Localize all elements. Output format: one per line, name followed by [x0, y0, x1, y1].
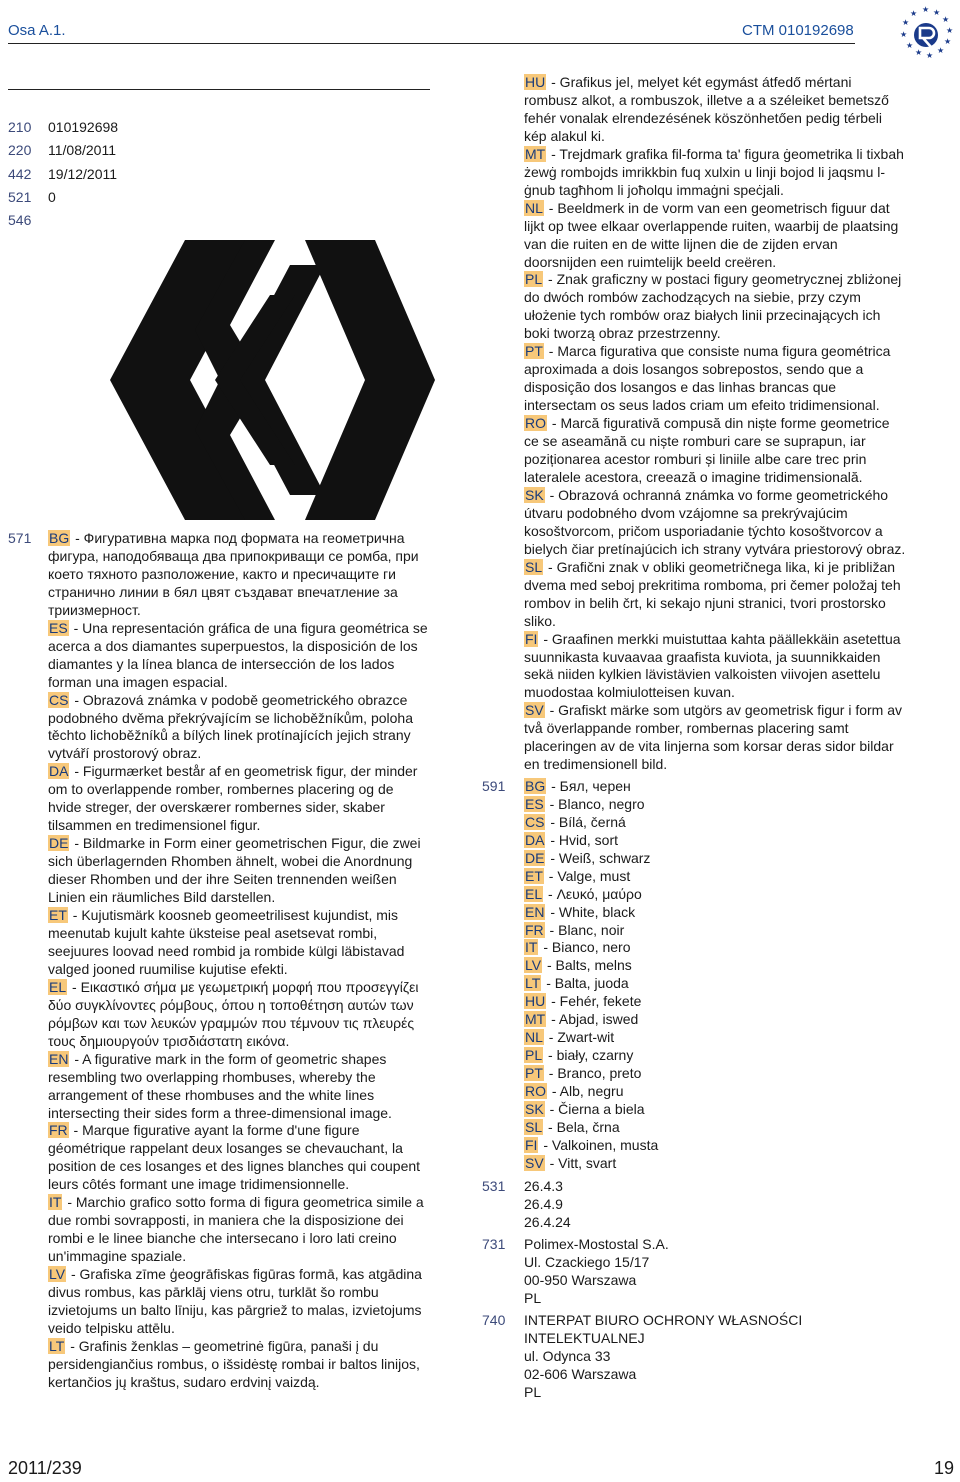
colour-entry	[524, 1137, 658, 1155]
language-tag: MT	[525, 1011, 546, 1028]
description-text: - Graafinen merkki muistuttaa kahta päällekkäin asetettua suunnikasta kuvaavaa graafista kuviota, ja suunnikkaiden sekä niiden kylkien lävistävien valkoisten viivojen asettelu muodostaa kolmiulotteisen kuvan.	[524, 630, 901, 701]
header-right: CTM 010192698	[742, 22, 854, 39]
description-entry	[524, 559, 908, 631]
description-entry	[524, 487, 908, 559]
meta-value: 11/08/2011	[48, 142, 116, 159]
language-tag: LV	[49, 1266, 66, 1283]
colour-entry	[524, 1011, 658, 1029]
code-classification: 531	[482, 1178, 506, 1194]
description-entry	[524, 631, 908, 703]
description-left-column	[48, 530, 430, 1392]
description-text: - Marchio grafico sotto forma di figura geometrica simile a due rombi sovrapposti, in maniera che la disposizione dei rombi e le linee bianche che intersecano i loro lati creino un'immagine spaziale.	[48, 1194, 424, 1265]
language-tag: SK	[525, 1100, 544, 1117]
description-text: - Grafiskt märke som utgörs av geometrisk figur i form av två överlappande romber, rombernas placering samt placeringen av de vita linjerna som korsar deras sidor bildar en tredimensionell bild.	[524, 702, 903, 773]
representative-line: ul. Odynca 33	[524, 1347, 611, 1364]
svg-text:★: ★	[946, 26, 954, 35]
description-entry	[48, 979, 430, 1051]
meta-row	[8, 186, 118, 209]
description-text: - Bildmarke in Form einer geometrischen Figur, die zwei sich überlagernden Rhomben ähnelt, wobei die Anordnung dieser Rhomben und der ihre Seiten trennenden weißen Linien ein räumliches Bild darstellen.	[48, 835, 421, 906]
language-tag: ET	[525, 867, 543, 884]
description-entry	[524, 702, 908, 774]
description-text: - Znak graficzny w postaci figury geometrycznej zbliżonej do dwóch rombów zachodzących na siebie, przy czym ułożenie tych rombów oraz białych linii przecinających ich boki tworzą obraz przestrzenny.	[524, 271, 902, 342]
language-tag: ES	[49, 619, 68, 636]
language-tag: DA	[49, 763, 69, 780]
description-entry	[524, 415, 908, 487]
language-tag: SL	[525, 1118, 543, 1135]
colour-text: - Balta, juoda	[542, 975, 629, 992]
language-tag: EL	[525, 885, 543, 902]
colour-entry	[524, 868, 658, 886]
overlapping-rhombus-trademark-icon	[90, 240, 450, 520]
colour-text: - Balts, melns	[543, 957, 632, 974]
meta-value: 0	[48, 188, 56, 205]
colour-text: - Bianco, nero	[539, 939, 631, 956]
description-text: - Marca figurativa que consiste numa figura geométrica aproximada a dois losangos sobrepostos, sendo que a disposição dos losangos e das linhas brancas que intersectam os seus lados criam um efeito tridimensional.	[524, 343, 891, 414]
section-rule	[8, 89, 430, 90]
language-tag: PT	[525, 1065, 543, 1081]
colour-entry	[524, 1065, 658, 1083]
description-text: - Obrazová známka v podobě geometrického obrazce podobného dvěma překrývajícím se lichoběžníkům, poloha těchto lichoběžníků a bílých linek protínajících jejich strany vytváří prostorový obraz.	[48, 691, 413, 762]
colour-entry	[524, 1083, 658, 1101]
colour-entry	[524, 939, 658, 957]
svg-text:★: ★	[944, 37, 952, 46]
classification-block	[524, 1178, 571, 1232]
language-tag: HU	[525, 993, 546, 1010]
svg-text:★: ★	[926, 51, 934, 60]
colour-entry	[524, 922, 658, 940]
colour-text: - Blanc, noir	[545, 921, 625, 938]
description-entry	[48, 835, 430, 907]
meta-code: 546	[8, 212, 32, 229]
description-entry	[524, 343, 908, 415]
language-tag: NL	[525, 1029, 543, 1046]
language-tag: DE	[49, 835, 69, 852]
description-text: - Marcă figurativă compusă din niște forme geometrice ce se aseamănă cu niște romburi care se suprapun, iar poziționarea acestor romburi și liniile albe care trec prin lateralele acestora, creează o imagine tridimensională.	[524, 415, 890, 485]
language-tag: LT	[49, 1337, 65, 1354]
representative-line: 02-606 Warszawa	[524, 1365, 637, 1382]
colour-text: - Čierna a biela	[545, 1100, 645, 1117]
classification-code: 26.4.9	[524, 1195, 563, 1212]
svg-text:★: ★	[915, 48, 923, 57]
description-text: - Grafikus jel, melyet két egymást átfedő mértani rombusz alkot, a rombuszok, illetve a a széleiket bemetsző fehér vonalak elrendezésének köszönhetően pedig térbeli kép alakul ki.	[524, 74, 889, 144]
description-entry	[524, 271, 908, 343]
language-tag: FR	[49, 1122, 68, 1139]
colour-text: - Abjad, iswed	[547, 1011, 639, 1028]
language-tag: ET	[49, 907, 67, 924]
colour-text: - Blanco, negro	[545, 795, 645, 812]
meta-value: 19/12/2011	[48, 165, 118, 182]
representative-line: PL	[524, 1383, 542, 1400]
footer-page-number: 19	[934, 1458, 955, 1478]
description-entry	[524, 74, 908, 146]
language-tag: IT	[525, 939, 538, 956]
language-tag: EL	[49, 978, 67, 995]
applicant-line: PL	[524, 1289, 542, 1306]
classification-code: 26.4.3	[524, 1178, 563, 1194]
description-entry	[48, 763, 430, 835]
header-rule	[8, 43, 855, 44]
language-tag: BG	[525, 778, 546, 794]
meta-code: 442	[8, 165, 32, 182]
colour-text: - Λευκό, μαύρο	[544, 885, 642, 902]
code-description: 571	[8, 530, 32, 546]
language-tag: FR	[525, 921, 544, 938]
svg-text:★: ★	[902, 18, 910, 27]
language-tag: BG	[49, 530, 70, 546]
colour-entry	[524, 1101, 658, 1119]
colour-text: - Branco, preto	[544, 1065, 642, 1081]
description-text: - Εικαστικό σήμα με γεωμετρική μορφή που προσεγγίζει δύο συγκλίνοντες ρόμβους, όπου η τοποθέτηση αυτών των ρόμβων και των λευκών γραμμών που τέμνουν τις πλευρές τους δημιουργούν τρισδιάστατη εικόνα.	[48, 978, 419, 1049]
colour-text: - biały, czarny	[544, 1047, 634, 1064]
meta-row	[8, 209, 118, 232]
colour-entry	[524, 778, 658, 796]
classification-code: 26.4.24	[524, 1213, 571, 1230]
meta-code: 220	[8, 142, 32, 159]
language-tag: IT	[49, 1194, 62, 1211]
description-entry	[48, 1122, 430, 1194]
colour-entry	[524, 1119, 658, 1137]
description-text: - Marque figurative ayant la forme d'une figure géométrique rappelant deux losanges se chevauchant, la position de ces losanges et des lignes blanches qui coupent leurs côtés formant une image tridimensionnelle.	[48, 1122, 421, 1193]
colour-entry	[524, 957, 658, 975]
colour-entry	[524, 904, 658, 922]
colour-entry	[524, 975, 658, 993]
language-tag: SK	[525, 486, 544, 503]
description-text: - Trejdmark grafika fil-forma ta' figura ġeometrika li tixbah żewġ rombojds imrikkbin fuq xulxin u linji bojod li jaqsmu l-ġnub tagħhom li joħolqu immaġni speċjali.	[524, 145, 904, 198]
language-tag: ES	[525, 795, 544, 812]
meta-block	[8, 116, 118, 232]
svg-text:★: ★	[900, 30, 908, 39]
description-entry	[48, 1266, 430, 1338]
language-tag: DA	[525, 831, 545, 848]
applicant-block	[524, 1236, 669, 1308]
applicant-line: 00-950 Warszawa	[524, 1271, 637, 1288]
representative-line: INTERPAT BIURO OCHRONY WŁASNOŚCI	[524, 1312, 803, 1328]
svg-text:★: ★	[906, 41, 914, 50]
colours-list	[524, 778, 658, 1173]
language-tag: LV	[525, 957, 542, 974]
language-tag: RO	[525, 415, 546, 432]
colour-entry	[524, 850, 658, 868]
description-entry	[48, 1338, 430, 1392]
meta-row	[8, 163, 118, 186]
colour-entry	[524, 1155, 658, 1173]
colour-entry	[524, 1029, 658, 1047]
language-tag: CS	[525, 813, 545, 830]
description-entry	[48, 1194, 430, 1266]
svg-text:★: ★	[937, 46, 945, 55]
language-tag: CS	[49, 691, 69, 708]
description-text: - Figurmærket består af en geometrisk figur, der minder om to overlappende romber, rombernes placering og de hvide streger, der overskærer rombernes sider, skaber tilsammen en tredimensionel figur.	[48, 763, 418, 834]
colour-entry	[524, 814, 658, 832]
ohim-stars-logo-icon	[895, 4, 957, 66]
language-tag: SV	[525, 1154, 544, 1171]
description-entry	[524, 200, 908, 272]
svg-text:★: ★	[933, 8, 941, 17]
description-text: - Kujutismärk koosneb geomeetrilisest kujundist, mis meenutab kujult kahte üksteise peal asetsevat rombi, seejuures loovad need rombid ja rombide külgi läbistavad valged jooned ruumilise kujutise efekti.	[48, 907, 405, 977]
language-tag: EN	[525, 903, 545, 920]
svg-text:★: ★	[922, 5, 930, 14]
meta-row	[8, 116, 118, 139]
description-entry	[48, 530, 430, 620]
meta-code: 210	[8, 119, 32, 135]
language-tag: RO	[525, 1082, 546, 1099]
colour-entry	[524, 1047, 658, 1065]
colour-entry	[524, 832, 658, 850]
colour-text: - Valkoinen, musta	[539, 1136, 659, 1153]
colour-text: - Hvid, sort	[546, 831, 619, 848]
language-tag: SV	[525, 702, 544, 719]
colour-entry	[524, 993, 658, 1011]
language-tag: MT	[525, 145, 546, 162]
description-entry	[48, 907, 430, 979]
language-tag: EN	[49, 1050, 69, 1067]
description-entry	[48, 1051, 430, 1123]
description-text: - Grafični znak v obliki geometričnega lika, ki je približan dvema med seboj prekritima romboma, pri čemer položaj teh rombov in belih črt, ki sekajo njuni stranici, tvori prostorsko sliko.	[524, 558, 901, 629]
language-tag: SL	[525, 558, 543, 575]
language-tag: NL	[525, 199, 543, 216]
description-right-column	[524, 74, 908, 774]
code-applicant: 731	[482, 1236, 506, 1252]
meta-code: 521	[8, 188, 32, 205]
colour-entry	[524, 796, 658, 814]
colour-text: - Weiß, schwarz	[546, 849, 651, 866]
svg-text:★: ★	[910, 9, 918, 18]
language-tag: FI	[525, 1136, 538, 1153]
colour-text: - Zwart-wit	[544, 1029, 615, 1046]
language-tag: PL	[525, 1047, 543, 1064]
code-representative: 740	[482, 1312, 506, 1328]
language-tag: LT	[525, 975, 541, 992]
colour-text: - Valge, must	[544, 867, 631, 884]
language-tag: PL	[525, 271, 543, 288]
meta-value: 010192698	[48, 119, 119, 135]
description-text: - Grafinis ženklas – geometrinė figūra, panaši į du persidengiančius rombus, o išsidėstę rombai ir baltos linijos, kertančios jų kraštus, sudaro erdvinį vaizdą.	[48, 1337, 420, 1390]
svg-text:★: ★	[942, 15, 950, 24]
code-colours: 591	[482, 778, 506, 794]
representative-line: INTELEKTUALNEJ	[524, 1329, 645, 1346]
description-text: - Una representación gráfica de una figura geométrica se acerca a dos diamantes superpuestos, la disposición de los diamantes y la línea blanca de intersección de los lados forman una imagen espacial.	[48, 619, 428, 690]
language-tag: HU	[525, 74, 546, 90]
language-tag: DE	[525, 849, 545, 866]
description-entry	[524, 146, 908, 200]
representative-block	[524, 1312, 802, 1402]
colour-text: - Bela, črna	[544, 1118, 620, 1135]
colour-text: - Alb, negru	[548, 1082, 624, 1099]
description-text: - Фигуративна марка под формата на геометрична фигура, наподобяваща два припокриващи се ромба, при което тяхното разположение, както и пресичащите ги странично линии в бял цвят създават впечатление за триизмерност.	[48, 530, 419, 618]
applicant-line: Ul. Czackiego 15/17	[524, 1253, 650, 1270]
colour-text: - Bílá, černá	[546, 813, 626, 830]
footer-issue: 2011/239	[8, 1458, 82, 1478]
header-left: Osa A.1.	[8, 22, 66, 39]
language-tag: FI	[525, 630, 538, 647]
colour-text: - White, black	[546, 903, 636, 920]
applicant-line: Polimex-Mostostal S.A.	[524, 1236, 669, 1252]
colour-text: - Бял, черен	[547, 778, 631, 794]
colour-entry	[524, 886, 658, 904]
language-tag: PT	[525, 343, 543, 360]
description-text: - Beeldmerk in de vorm van een geometrisch figuur dat lijkt op twee elkaar overlappende ruiten, waarbij de plaatsing van die ruiten en de witte lijnen die de zijden ervan doorsnijden een ruimtelijk beeld creëren.	[524, 199, 899, 270]
description-text: - Grafiska zīme ģeogrāfiskas figūras formā, kas atgādina divus rombus, kas pārklāj viens otru, turklāt šo rombu izvietojums un balto līniju, kas pārgriež to malas, izvietojums veido telpisku attēlu.	[48, 1266, 422, 1336]
meta-row	[8, 139, 118, 162]
description-entry	[48, 620, 430, 692]
description-text: - Obrazová ochranná známka vo forme geometrického útvaru podobného dvom vzájomne sa prekrývajúcim kosoštvorcom, pričom usporiadanie týchto kosoštvorcov a bielych čiar pretínajúcich ich strany vytvára priestorový obraz.	[524, 486, 906, 557]
colour-text: - Fehér, fekete	[547, 993, 642, 1010]
description-entry	[48, 692, 430, 764]
colour-text: - Vitt, svart	[545, 1154, 617, 1171]
description-text: - A figurative mark in the form of geometric shapes resembling two overlapping rhombuses, whereby the arrangement of these rhombuses and the white lines intersecting their sides form a three-dimensional image.	[48, 1050, 392, 1121]
